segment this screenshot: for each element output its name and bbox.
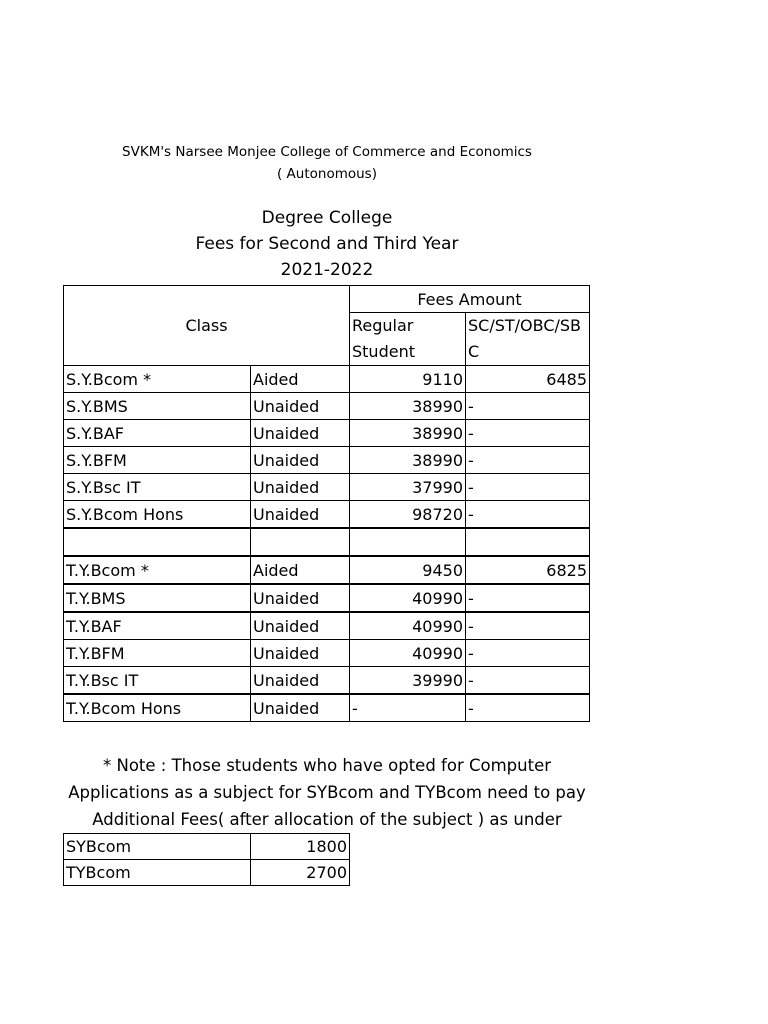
table-row [64, 474, 590, 501]
fees-table [63, 285, 590, 722]
course-cell: TYBcom [64, 860, 251, 886]
class-cell: T.Y.Bcom * [64, 556, 251, 584]
regular-fee-cell: 9450 [350, 556, 466, 584]
regular-fee-cell: 9110 [350, 366, 466, 393]
reserved-fee-cell: - [466, 640, 590, 667]
reserved-fee-cell: - [466, 584, 590, 612]
class-cell: T.Y.Bcom Hons [64, 694, 251, 722]
spacer-row [64, 528, 590, 556]
type-cell: Unaided [251, 694, 350, 722]
class-cell: S.Y.BMS [64, 393, 251, 420]
regular-fee-cell: 38990 [350, 447, 466, 474]
class-header: Class [64, 286, 350, 366]
institution-status: ( Autonomous) [277, 166, 377, 182]
reserved-fee-cell: - [466, 501, 590, 529]
regular-student-header: Regular Student [350, 313, 466, 366]
reserved-category-header: SC/ST/OBC/SBC [466, 313, 590, 366]
regular-fee-cell: 39990 [350, 667, 466, 695]
class-cell: S.Y.Bcom Hons [64, 501, 251, 529]
type-cell: Aided [251, 366, 350, 393]
course-cell: SYBcom [64, 834, 251, 860]
table-row [64, 366, 590, 393]
reserved-fee-cell: 6485 [466, 366, 590, 393]
regular-fee-cell: 40990 [350, 584, 466, 612]
class-cell: S.Y.Bcom * [64, 366, 251, 393]
note-line-2: Applications as a subject for SYBcom and TYBcom need to pay [68, 783, 586, 802]
table-row [64, 447, 590, 474]
reserved-fee-cell: - [466, 420, 590, 447]
reserved-fee-cell: - [466, 474, 590, 501]
type-cell: Unaided [251, 474, 350, 501]
regular-fee-cell: 38990 [350, 393, 466, 420]
table-row [64, 612, 590, 640]
reserved-fee-cell: - [466, 667, 590, 695]
college-heading: Degree College [261, 208, 393, 228]
table-row [64, 501, 590, 529]
type-cell: Unaided [251, 447, 350, 474]
note-line-1: * Note : Those students who have opted for Computer [102, 756, 552, 775]
fees-amount-header: Fees Amount [350, 286, 590, 313]
type-cell: Unaided [251, 640, 350, 667]
regular-fee-cell: 37990 [350, 474, 466, 501]
reserved-fee-cell: 6825 [466, 556, 590, 584]
reserved-fee-cell: - [466, 447, 590, 474]
academic-year: 2021-2022 [280, 260, 374, 280]
amount-cell: 2700 [251, 860, 350, 886]
type-cell: Unaided [251, 501, 350, 529]
table-row [64, 694, 590, 722]
type-cell: Aided [251, 556, 350, 584]
table-row [64, 860, 350, 886]
reserved-fee-cell: - [466, 612, 590, 640]
class-cell: S.Y.BFM [64, 447, 251, 474]
additional-fees-table [63, 833, 350, 886]
table-row [64, 667, 590, 695]
type-cell: Unaided [251, 667, 350, 695]
class-cell: S.Y.BAF [64, 420, 251, 447]
fees-subtitle: Fees for Second and Third Year [195, 234, 459, 254]
note-line-3: Additional Fees( after allocation of the subject ) as under [92, 810, 562, 829]
reserved-fee-cell: - [466, 393, 590, 420]
table-row [64, 584, 590, 612]
regular-fee-cell: 98720 [350, 501, 466, 529]
table-row [64, 640, 590, 667]
reserved-fee-cell: - [466, 694, 590, 722]
table-row [64, 393, 590, 420]
institution-name: SVKM's Narsee Monjee College of Commerce and Economics [122, 144, 532, 160]
table-row [64, 420, 590, 447]
amount-cell: 1800 [251, 834, 350, 860]
class-cell: T.Y.BMS [64, 584, 251, 612]
regular-fee-cell: 40990 [350, 640, 466, 667]
type-cell: Unaided [251, 420, 350, 447]
class-cell: S.Y.Bsc IT [64, 474, 251, 501]
regular-fee-cell: 38990 [350, 420, 466, 447]
class-cell: T.Y.Bsc IT [64, 667, 251, 695]
regular-fee-cell: 40990 [350, 612, 466, 640]
type-cell: Unaided [251, 612, 350, 640]
regular-fee-cell: - [350, 694, 466, 722]
class-cell: T.Y.BFM [64, 640, 251, 667]
table-row [64, 834, 350, 860]
table-row [64, 556, 590, 584]
type-cell: Unaided [251, 584, 350, 612]
class-cell: T.Y.BAF [64, 612, 251, 640]
type-cell: Unaided [251, 393, 350, 420]
